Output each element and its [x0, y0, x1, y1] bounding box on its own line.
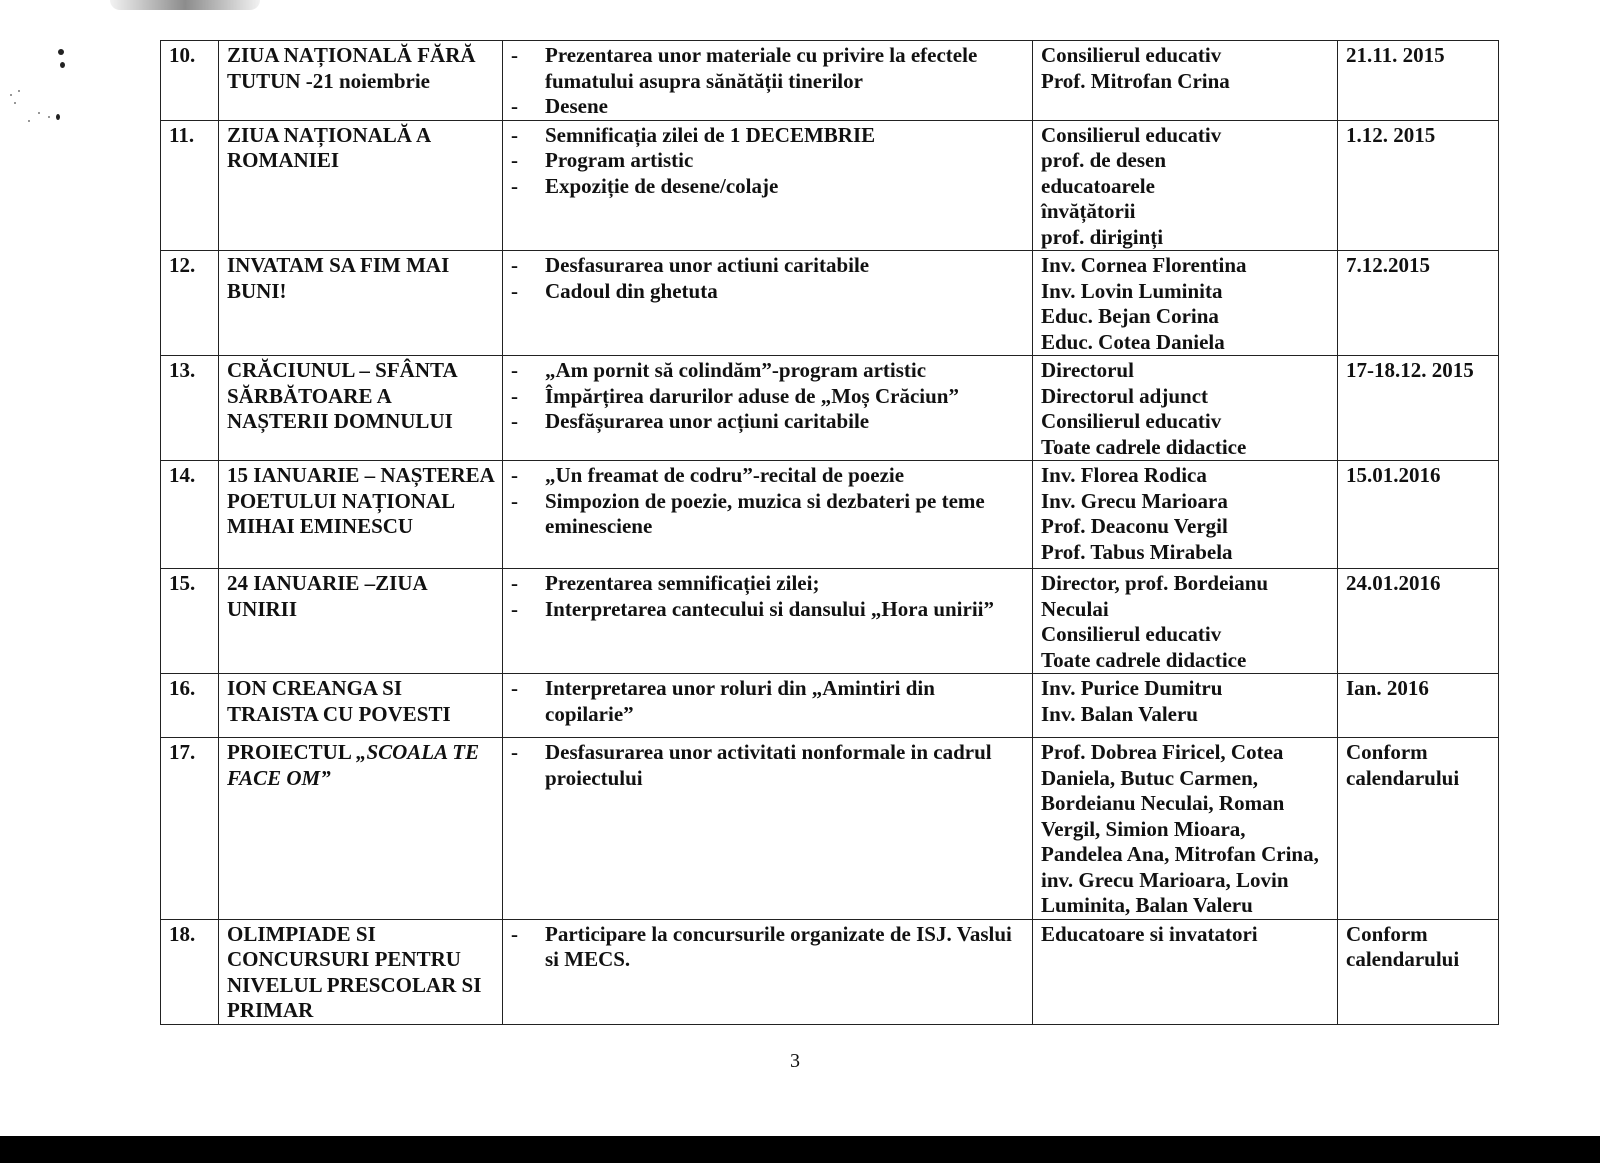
activity-list	[511, 676, 1024, 727]
row-number: 16.	[161, 674, 219, 738]
list-item: - Prezentarea semnificației zilei;	[511, 571, 1024, 597]
row-number: 17.	[161, 738, 219, 920]
responsible-person: Inv. Lovin Luminita	[1041, 278, 1223, 303]
activities-table-body	[161, 41, 1499, 1025]
responsible-person: Prof. Dobrea Firicel, Cotea Daniela, Butuc Carmen, Bordeianu Neculai, Roman Vergil, Simion Mioara, Pandelea Ana, Mitrofan Crina, inv. Grecu Marioara, Lovin Luminita, Balan Valeru	[1041, 740, 1319, 917]
responsible-person: învățătorii	[1041, 199, 1136, 223]
list-item: - Desfasurarea unor actiuni caritabile	[511, 253, 1024, 279]
activity-list-cell	[503, 919, 1033, 1024]
row-number: 14.	[161, 461, 219, 569]
scan-edge-smudge	[110, 0, 260, 10]
activity-title-text: ZIUA NAȚIONALĂ A ROMANIEI	[227, 122, 431, 172]
responsible-cell	[1033, 251, 1338, 356]
responsible-person: Prof. Mitrofan Crina	[1041, 68, 1230, 93]
list-item: - Simpozion de poezie, muzica si dezbateri pe teme eminesciene	[511, 489, 1024, 540]
responsible-person: Prof. Deaconu Vergil	[1041, 514, 1228, 538]
activity-list	[511, 463, 1024, 540]
activity-list	[511, 571, 1024, 622]
responsible-person: Directorul adjunct	[1041, 383, 1209, 408]
activity-date: 24.01.2016	[1338, 569, 1499, 674]
row-number: 18.	[161, 919, 219, 1024]
table-row	[161, 461, 1499, 569]
page-number: 3	[790, 1050, 800, 1072]
activity-title-text: INVATAM SA FIM MAI BUNI!	[227, 253, 450, 303]
table-row	[161, 738, 1499, 920]
scan-mark-dot	[58, 49, 64, 55]
responsible-cell	[1033, 120, 1338, 251]
activity-date: 15.01.2016	[1338, 461, 1499, 569]
responsible-cell	[1033, 41, 1338, 121]
activity-title-text: 15 IANUARIE – NAȘTEREA POETULUI NAȚIONAL MIHAI EMINESCU	[227, 463, 494, 538]
list-item: - Cadoul din ghetuta	[511, 279, 1024, 305]
responsible-person: Consilierul educativ	[1041, 409, 1222, 433]
responsible-person: Directorul	[1041, 358, 1134, 382]
list-item: - Desfasurarea unor activitati nonformale in cadrul proiectului	[511, 740, 1024, 791]
responsible-person: Educatoare si invatatori	[1041, 921, 1258, 946]
responsible-person: Educ. Bejan Corina	[1041, 304, 1219, 328]
activity-list	[511, 358, 1024, 435]
scan-bottom-border	[0, 1136, 1600, 1163]
activity-date: 21.11. 2015	[1338, 41, 1499, 121]
activity-date: Conform calendarului	[1338, 919, 1499, 1024]
list-item: - „Un freamat de codru”-recital de poezie	[511, 463, 1024, 489]
activity-title	[219, 41, 503, 121]
scan-specks	[8, 90, 68, 130]
table-row	[161, 569, 1499, 674]
list-item: - „Am pornit să colindăm”-program artistic	[511, 358, 1024, 384]
table-row	[161, 356, 1499, 461]
responsible-cell	[1033, 738, 1338, 920]
activity-title-text: CRĂCIUNUL – SFÂNTA SĂRBĂTOARE A NAȘTERII DOMNULUI	[227, 358, 457, 433]
activity-title	[219, 120, 503, 251]
activity-title	[219, 461, 503, 569]
responsible-person: Toate cadrele didactice	[1041, 647, 1247, 672]
responsible-cell	[1033, 569, 1338, 674]
table-row	[161, 674, 1499, 738]
activity-title	[219, 674, 503, 738]
responsible-person: Inv. Florea Rodica	[1041, 463, 1207, 487]
activity-title-text: 24 IANUARIE –ZIUA UNIRII	[227, 571, 427, 621]
list-item: - Interpretarea cantecului si dansului „Hora unirii”	[511, 597, 1024, 623]
scan-mark-dot	[60, 62, 65, 68]
activity-title-text: PROIECTUL	[227, 740, 356, 764]
row-number: 10.	[161, 41, 219, 121]
activity-title	[219, 251, 503, 356]
responsible-person: Inv. Purice Dumitru	[1041, 676, 1223, 700]
table-row	[161, 251, 1499, 356]
activity-date: Ian. 2016	[1338, 674, 1499, 738]
list-item: - Participare la concursurile organizate de ISJ. Vaslui si MECS.	[511, 922, 1024, 973]
activity-date: 17-18.12. 2015	[1338, 356, 1499, 461]
activity-title	[219, 919, 503, 1024]
row-number: 11.	[161, 120, 219, 251]
responsible-person: Inv. Balan Valeru	[1041, 701, 1198, 726]
responsible-cell	[1033, 461, 1338, 569]
table-row	[161, 120, 1499, 251]
activity-title-text: ION CREANGA SI TRAISTA CU POVESTI	[227, 676, 451, 726]
activity-title-text: „SCOALA TE FACE OM”	[227, 740, 480, 790]
activity-list	[511, 253, 1024, 304]
responsible-person: Director, prof. Bordeianu Neculai	[1041, 571, 1269, 621]
activity-list-cell	[503, 356, 1033, 461]
activity-list	[511, 123, 1024, 200]
activity-list	[511, 43, 1024, 120]
activity-list-cell	[503, 461, 1033, 569]
list-item: - Program artistic	[511, 148, 1024, 174]
activity-title	[219, 738, 503, 920]
row-number: 15.	[161, 569, 219, 674]
responsible-person: educatoarele	[1041, 173, 1155, 198]
activity-title	[219, 569, 503, 674]
activities-table	[160, 40, 1499, 1025]
list-item: - Desene	[511, 94, 1024, 120]
row-number: 13.	[161, 356, 219, 461]
activity-list	[511, 922, 1024, 973]
row-number: 12.	[161, 251, 219, 356]
table-row	[161, 919, 1499, 1024]
activity-list-cell	[503, 674, 1033, 738]
responsible-person: Consilierul educativ	[1041, 622, 1222, 646]
responsible-person: Toate cadrele didactice	[1041, 434, 1247, 459]
list-item: - Interpretarea unor roluri din „Amintiri din copilarie”	[511, 676, 1024, 727]
responsible-cell	[1033, 356, 1338, 461]
activity-title-text: ZIUA NAȚIONALĂ FĂRĂ TUTUN -21 noiembrie	[227, 43, 476, 93]
activity-title-text: OLIMPIADE SI CONCURSURI PENTRU NIVELUL PRESCOLAR SI PRIMAR	[227, 921, 482, 1022]
responsible-person: Consilierul educativ	[1041, 122, 1222, 147]
responsible-person: Consilierul educativ	[1041, 43, 1222, 67]
list-item: - Expoziție de desene/colaje	[511, 174, 1024, 200]
list-item: - Împărțirea darurilor aduse de „Moș Crăciun”	[511, 384, 1024, 410]
list-item: - Semnificația zilei de 1 DECEMBRIE	[511, 123, 1024, 149]
responsible-person: prof. de desen	[1041, 148, 1167, 172]
responsible-person: prof. diriginți	[1041, 224, 1164, 249]
responsible-person: Prof. Tabus Mirabela	[1041, 539, 1233, 564]
responsible-cell	[1033, 674, 1338, 738]
activity-list-cell	[503, 569, 1033, 674]
responsible-person: Educ. Cotea Daniela	[1041, 329, 1225, 354]
responsible-person: Inv. Cornea Florentina	[1041, 253, 1247, 277]
activity-list-cell	[503, 120, 1033, 251]
activity-date: 1.12. 2015	[1338, 120, 1499, 251]
activity-list-cell	[503, 738, 1033, 920]
table-row	[161, 41, 1499, 121]
activity-date: Conform calendarului	[1338, 738, 1499, 920]
responsible-cell	[1033, 919, 1338, 1024]
activity-list-cell	[503, 41, 1033, 121]
activity-list	[511, 740, 1024, 791]
list-item: - Prezentarea unor materiale cu privire la efectele fumatului asupra sănătății tinerilor	[511, 43, 1024, 94]
activity-date: 7.12.2015	[1338, 251, 1499, 356]
activity-list-cell	[503, 251, 1033, 356]
responsible-person: Inv. Grecu Marioara	[1041, 488, 1228, 513]
list-item: - Desfășurarea unor acțiuni caritabile	[511, 409, 1024, 435]
activity-title	[219, 356, 503, 461]
